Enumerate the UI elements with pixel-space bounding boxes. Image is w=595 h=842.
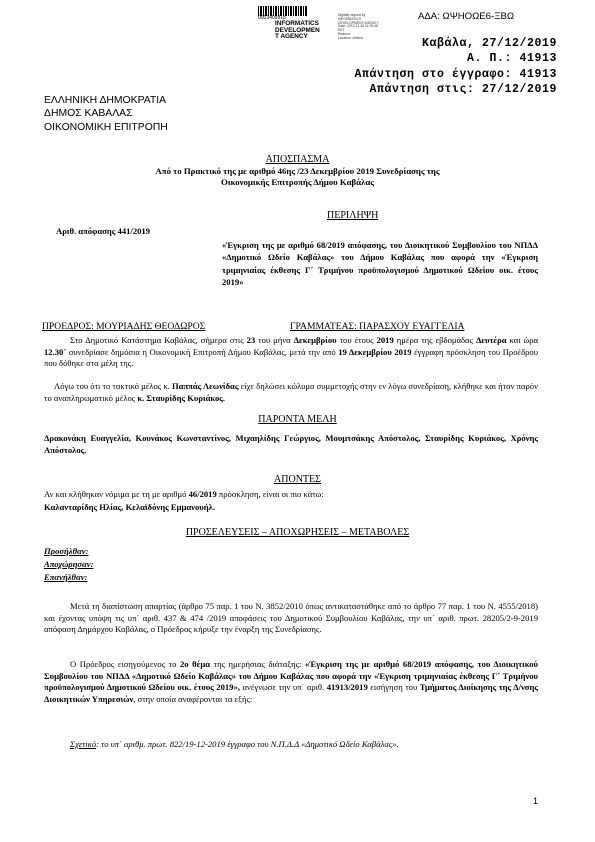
summary-text: «Έγκριση της με αριθμό 68/2019 απόφασης, του Διοικητικού Συμβουλίου του ΝΠΔΔ «Δημοτικό Ωδείο Καβάλας» του Δήμου Καβάλας που αφορά την «Έγκριση τριμηνιαίας έκθεσης Γ΄ Τριμήνου προϋπολογισμού Δημοτικού Ωδείου οικ. έτους 2019» <box>222 240 538 288</box>
arrived-label: Προσήλθαν: <box>44 546 89 556</box>
related-document: Σχετικό: το υπ΄ αριθμ. πρωτ. 822/19-12-2019 έγγραφο του Ν.Π.Δ.Δ «Δημοτικό Ωδείο Καβάλας». <box>70 739 399 749</box>
page-number: 1 <box>533 796 539 806</box>
document-date: Καβάλα, 27/12/2019 <box>421 37 557 50</box>
body-paragraph-1: Μετά τη διαπίστωση απαρτίας (άρθρο 75 παρ. 1 του Ν. 3852/2010 όπως αντικαταστάθηκε από το άρθρο 77 παρ. 1 του Ν. 4555/2018) και έχοντας υπόψη τις υπ΄ αριθ. 437 & 474 /2019 αποφάσεις του Δημοτικού Συμβουλίου Καβάλας, την υπ΄ αριθ. πρωτ. 28205/2-9-2019 απόφαση Δημάρχου Καβάλας, ο Πρόεδρος κήρυξε την έναρξη της Συνεδρίασης. <box>44 601 538 635</box>
decision-number: Αριθ. απόφασης 441/2019 <box>56 226 151 236</box>
summary-title: ΠΕΡΙΛΗΨΗ <box>327 210 379 221</box>
agency-name: INFORMATICS DEVELOPMEN T AGENCY <box>275 20 320 41</box>
intro-paragraph-1: Στο Δημοτικό Κατάστημα Καβάλας, σήμερα στις 23 του μήνα Δεκεμβρίου του έτους 2019 ημέρα της εβδομάδας Δευτέρα και ώρα 12.30΄ συνεδρίασε δημόσια η Οικονομική Επιτροπή Δήμου Καβάλας, μετά την από 19 Δεκεμβρίου 2019 έγγραφη πρόσκληση του Προέδρου που δόθηκε στα μέλη της. <box>44 335 538 369</box>
issuer-republic: ΕΛΛΗΝΙΚΗ ΔΗΜΟΚΡΑΤΙΑ <box>44 95 167 106</box>
present-members: Δρακονάκη Ευαγγελία, Κουνάκος Κωνσταντίνος, Μιχαηλίδης Γεώργιος, Μουμτσάκης Απόστολος, Σταυρίδης Κυριάκος, Χρόνης Απόστολος. <box>44 433 538 455</box>
barcode-number: 0003409818 <box>258 15 286 21</box>
extract-line-2: Οικονομικής Επιτροπής Δήμου Καβάλας <box>221 177 374 188</box>
extract-title: ΑΠΟΣΠΑΣΜΑ <box>265 154 330 165</box>
protocol-number: Α. Π.: 41913 <box>466 52 557 66</box>
extract-heading <box>60 154 535 189</box>
ada-code: ΑΔΑ: ΩΨΗΟΩΕ6-ΞΒΩ <box>418 11 515 22</box>
left-label: Αποχώρησαν: <box>44 559 94 569</box>
president: ΠΡΟΕΔΡΟΣ: ΜΟΥΡΙΑΔΗΣ ΘΕΟΔΩΡΟΣ <box>42 321 206 332</box>
issuer-municipality: ΔΗΜΟΣ ΚΑΒΑΛΑΣ <box>44 108 133 120</box>
intro-paragraph-2: Λόγω του ότι το τακτικό μέλος κ. Παππάς Λεωνίδας είχε δηλώσει κώλυμα συμμετοχής στην εν λόγω συνεδρίαση, κλήθηκε και ήταν παρόν το αναπληρωματικό μέλος κ. Σταυρίδης Κυριάκος. <box>44 381 538 403</box>
issuer-committee: ΟΙΚΟΝΟΜΙΚΗ ΕΠΙΤΡΟΠΗ <box>44 121 168 133</box>
issuer-block <box>44 94 168 134</box>
document-meta <box>354 36 557 98</box>
signature-details: Digitally signed by INFORMATICS DEVELOPMENT AGENCY Date: 2019.12.30 11:29:46 EET Reason: Location: Athens <box>338 13 379 40</box>
changes-title: ΠΡΟΣΕΛΕΥΣΕΙΣ – ΑΠΟΧΩΡΗΣΕΙΣ – ΜΕΤΑΒΟΛΕΣ <box>185 527 410 538</box>
absent-members: Καλανταρίδης Ηλίας, Κελαϊδόνης Εμμανουήλ. <box>44 502 216 512</box>
secretary: ΓΡΑΜΜΑΤΕΑΣ: ΠΑΡΑΣΧΟΥ ΕΥΑΓΓΕΛΙΑ <box>290 321 465 332</box>
extract-line-1: Από το Πρακτικό της με αριθμό 46ης /23 Δεκεμβρίου 2019 Συνεδρίασης της <box>155 166 440 176</box>
reply-to-document: Απάντηση στο έγγραφο: 41913 <box>354 67 557 81</box>
present-title: ΠΑΡΟΝΤΑ ΜΕΛΗ <box>258 414 337 425</box>
absent-title: ΑΠΟΝΤΕΣ <box>274 474 321 485</box>
body-paragraph-2: Ο Πρόεδρος εισηγούμενος το 2ο θέμα της ημερήσιας διάταξης: «Έγκριση της με αριθμό 68/2019 απόφασης, του Διοικητικού Συμβουλίου του ΝΠΔΔ «Δημοτικό Ωδείο Καβάλας» του Δήμου Καβάλας που αφορά την «Έγκριση τριμηνιαίας έκθεσης Γ΄ Τριμήνου προϋπολογισμού Δημοτικού Ωδείου οικ. έτους 2019», ανέγνωσε την υπ΄ αριθ. 41913/2019 εισήγηση του Τμήματος Διοίκησης της Δ/νσης Διοικητικών Υπηρεσιών, στην οποία αναφέρονται τα εξής: <box>44 659 538 704</box>
returned-label: Επανήλθαν: <box>44 572 88 582</box>
reply-date: Απάντηση στις: 27/12/2019 <box>369 83 557 97</box>
absent-invitation: Αν και κλήθηκαν νόμιμα με τη με αριθμό 46/2019 πρόσκληση, είναι οι πιο κάτω: <box>44 489 324 499</box>
